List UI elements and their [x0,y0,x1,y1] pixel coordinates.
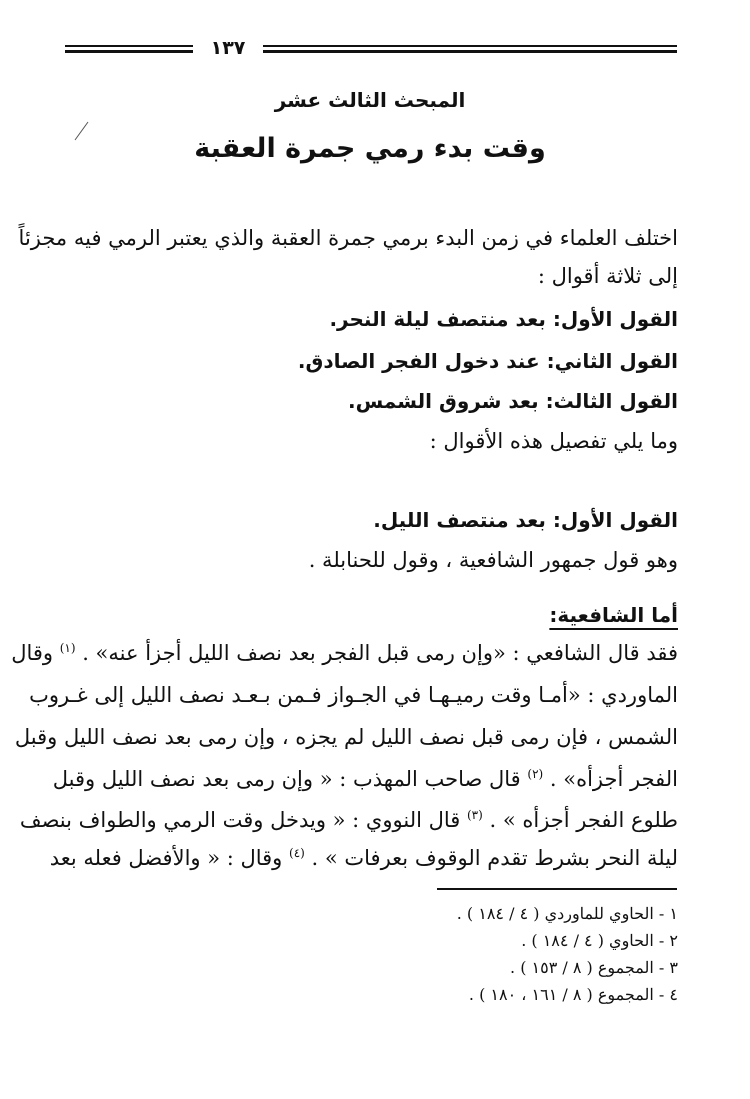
opinion-1: القول الأول: بعد منتصف ليلة النحر. [329,307,678,331]
paragraph-line: الفجر أجزأه» . $^{(٢)}$ قال صاحب المهذب : « وإن رمى بعد نصف الليل وقبل [52,767,678,791]
opinion-3: القول الثالث: بعد شروق الشمس. [348,389,678,413]
footnote-ref: (٢) [527,767,544,781]
section-title: وقت بدء رمي جمرة العقبة [194,133,546,164]
footnote-ref: (٤) [289,846,305,860]
opinion-2: القول الثاني: عند دخول الفجر الصادق. [297,349,678,373]
paragraph-line: فقد قال الشافعي : «وإن رمى قبل الفجر بعد نصف الليل أجزأ عنه» . $^{(١)}$ وقال [11,641,678,665]
detail-intro: وما يلي تفصيل هذه الأقوال : [429,429,678,453]
section-label: المبحث الثالث عشر [274,88,466,112]
header-rule-left [65,45,193,53]
footnote-2: ٢ - الحاوي ( ٤ / ١٨٤ ) . [521,931,678,950]
paragraph-line: طلوع الفجر أجزأه » . $^{(٣)}$ قال النووي : « ويدخل وقت الرمي والطواف بنصف [19,808,678,832]
page-number: ١٣٧ [210,37,246,59]
first-opinion-text: وهو قول جمهور الشافعية ، وقول للحنابلة . [308,548,678,572]
page-header [65,37,677,60]
intro-line-1: اختلف العلماء في زمن البدء برمي جمرة العقبة والذي يعتبر الرمي فيه مجزئاً [18,226,678,250]
paragraph-line: الماوردي : «أمـا وقت رميـهـا في الجـواز فـمن بـعـد نصف الليل إلى غـروب [29,683,678,707]
footnote-1: ١ - الحاوي للماوردي ( ٤ / ١٨٤ ) . [456,904,678,923]
footnote-ref: (٣) [466,808,483,822]
footnote-separator [437,888,677,890]
paragraph-line: ليلة النحر بشرط تقدم الوقوف بعرفات » . $^{(٤)}$ وقال : « والأفضل فعله بعد [49,846,678,870]
first-opinion-heading: القول الأول: بعد منتصف الليل. [373,508,678,532]
header-rule-right [263,45,677,53]
footnote-ref: (١) [59,641,76,655]
footnote-3: ٣ - المجموع ( ٨ / ١٥٣ ) . [510,958,678,977]
paragraph-line: الشمس ، فإن رمى قبل نصف الليل لم يجزه ، وإن رمى بعد نصف الليل وقبل [14,725,678,749]
shafii-subheading: أما الشافعية: [549,603,678,627]
footnote-4: ٤ - المجموع ( ٨ / ١٦١ ، ١٨٠ ) . [468,985,678,1004]
intro-line-2: إلى ثلاثة أقوال : [537,264,678,288]
